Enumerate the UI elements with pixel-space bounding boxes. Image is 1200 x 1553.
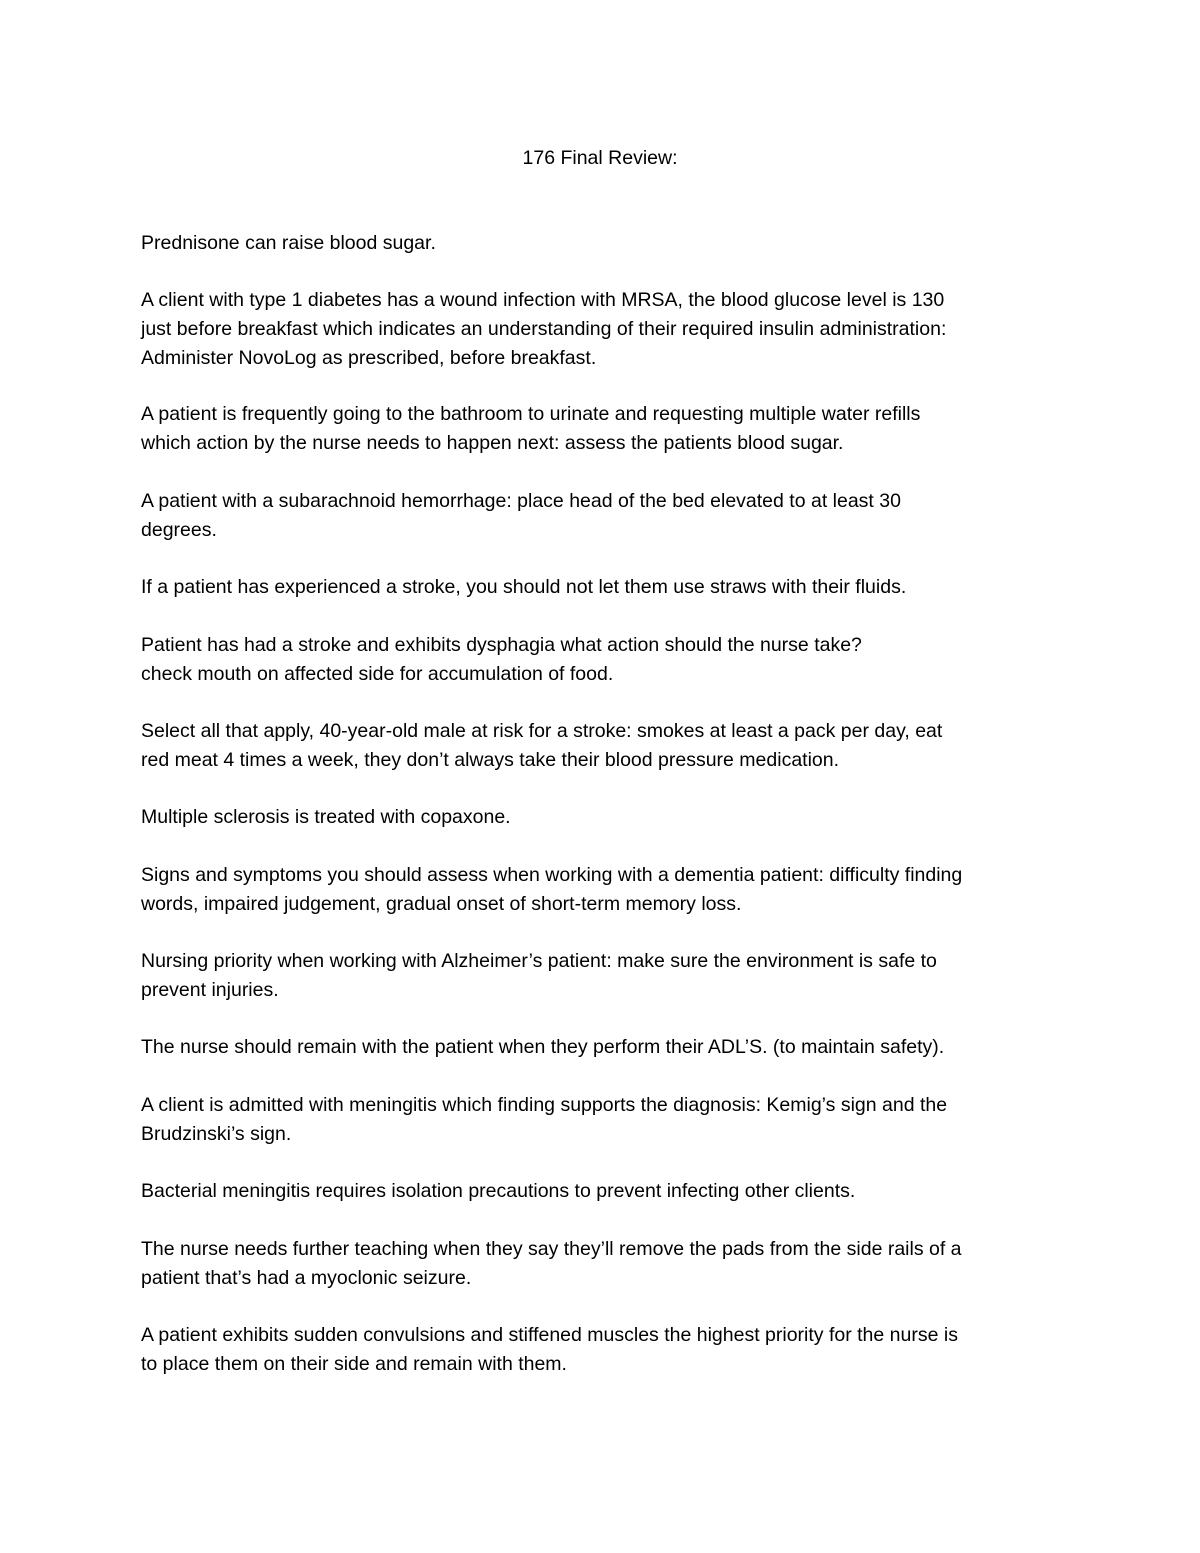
paragraph-line: The nurse should remain with the patient when they perform their ADL’S. (to maintain safety). — [141, 1036, 945, 1058]
paragraph-line: red meat 4 times a week, they don’t always take their blood pressure medication. — [141, 749, 840, 771]
paragraph-line: patient that’s had a myoclonic seizure. — [141, 1267, 472, 1289]
paragraph-line: A client is admitted with meningitis which finding supports the diagnosis: Kemig’s sign and the — [141, 1094, 948, 1116]
paragraph-adl-safety — [141, 1033, 1066, 1062]
paragraph-stroke-risk — [141, 717, 1066, 775]
paragraph-line: A client with type 1 diabetes has a wound infection with MRSA, the blood glucose level is 130 — [141, 289, 945, 311]
paragraph-stroke-straws — [141, 573, 1066, 602]
paragraph-urination-blood-sugar — [141, 400, 1066, 458]
paragraph-line: Nursing priority when working with Alzheimer’s patient: make sure the environment is safe to — [141, 950, 937, 972]
paragraph-subarachnoid-hemorrhage — [141, 487, 1066, 545]
paragraph-line: A patient exhibits sudden convulsions and stiffened muscles the highest priority for the nurse is — [141, 1324, 958, 1346]
paragraph-line: Brudzinski’s sign. — [141, 1123, 292, 1145]
paragraph-line: Select all that apply, 40-year-old male at risk for a stroke: smokes at least a pack per day, eat — [141, 720, 943, 742]
paragraph-line: to place them on their side and remain with them. — [141, 1353, 567, 1375]
document-title: 176 Final Review: — [522, 147, 678, 169]
paragraph-line: words, impaired judgement, gradual onset of short-term memory loss. — [141, 893, 742, 915]
paragraph-line: Signs and symptoms you should assess when working with a dementia patient: difficulty finding — [141, 864, 963, 886]
paragraph-bacterial-meningitis — [141, 1177, 1066, 1206]
paragraph-line: degrees. — [141, 519, 217, 541]
paragraph-line: The nurse needs further teaching when they say they’ll remove the pads from the side rails of a — [141, 1238, 962, 1260]
paragraph-line: Multiple sclerosis is treated with copaxone. — [141, 806, 511, 828]
paragraph-alzheimers-priority — [141, 947, 1066, 1005]
paragraph-multiple-sclerosis — [141, 803, 1066, 832]
paragraph-diabetes-insulin — [141, 286, 1066, 373]
paragraph-line: Bacterial meningitis requires isolation precautions to prevent infecting other clients. — [141, 1180, 856, 1202]
paragraph-convulsions-priority — [141, 1321, 1066, 1379]
paragraph-line: If a patient has experienced a stroke, you should not let them use straws with their fluids. — [141, 576, 907, 598]
paragraph-seizure-pads — [141, 1235, 1066, 1293]
paragraph-stroke-dysphagia — [141, 631, 1066, 689]
paragraph-line: Prednisone can raise blood sugar. — [141, 232, 436, 254]
paragraph-line: A patient is frequently going to the bathroom to urinate and requesting multiple water refills — [141, 403, 921, 425]
paragraph-line: Patient has had a stroke and exhibits dysphagia what action should the nurse take? — [141, 634, 862, 656]
paragraph-dementia-signs — [141, 861, 1066, 919]
paragraph-line: just before breakfast which indicates an understanding of their required insulin administration: — [141, 318, 947, 340]
paragraph-line: which action by the nurse needs to happen next: assess the patients blood sugar. — [141, 432, 844, 454]
paragraph-prednisone — [141, 229, 1066, 258]
paragraph-line: A patient with a subarachnoid hemorrhage: place head of the bed elevated to at least 30 — [141, 490, 901, 512]
paragraph-meningitis-signs — [141, 1091, 1066, 1149]
paragraph-line: Administer NovoLog as prescribed, before breakfast. — [141, 347, 597, 369]
paragraph-line: check mouth on affected side for accumulation of food. — [141, 663, 614, 685]
paragraph-line: prevent injuries. — [141, 979, 279, 1001]
